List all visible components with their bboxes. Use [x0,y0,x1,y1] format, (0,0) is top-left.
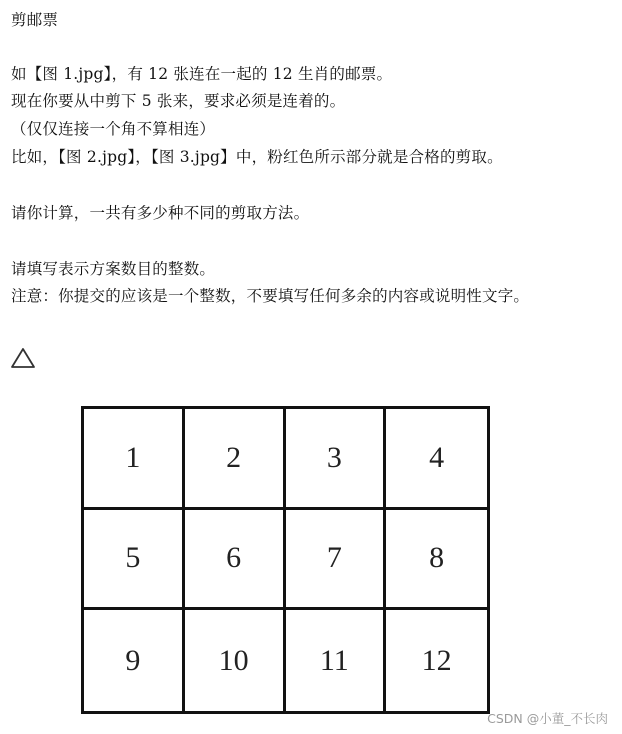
stamp-cell: 4 [386,409,487,510]
description-line-5: 请你计算，一共有多少种不同的剪取方法。 [11,204,310,222]
stamp-cell: 10 [185,610,286,711]
description-line-7: 注意：你提交的应该是一个整数，不要填写任何多余的内容或说明性文字。 [11,287,530,305]
stamp-cell: 11 [286,610,387,711]
stamp-cell: 6 [185,510,286,611]
description-line-4: 比如，【图 2.jpg】，【图 3.jpg】中，粉红色所示部分就是合格的剪取。 [11,148,503,166]
stamp-cell: 12 [421,643,452,677]
description-line-3: （仅仅连接一个角不算相连） [11,120,216,138]
stamp-cell: 2 [185,409,286,510]
problem-title: 剪邮票 [11,11,59,29]
stamp-cell: 3 [286,409,387,510]
stamp-cell: 8 [386,510,487,611]
triangle-outline-icon [10,346,36,370]
stamp-cell: 5 [84,510,185,611]
stamp-cell: 1 [84,409,185,510]
description-line-6: 请填写表示方案数目的整数。 [11,260,216,278]
stamp-cell: 9 [84,610,185,711]
stamp-grid [81,406,490,714]
csdn-watermark: CSDN @小董_不长肉 [487,711,608,726]
description-line-2: 现在你要从中剪下 5 张来，要求必须是连着的。 [11,92,346,110]
stamp-cell: 7 [286,510,387,611]
description-line-1: 如【图 1.jpg】，有 12 张连在一起的 12 生肖的邮票。 [11,65,393,83]
